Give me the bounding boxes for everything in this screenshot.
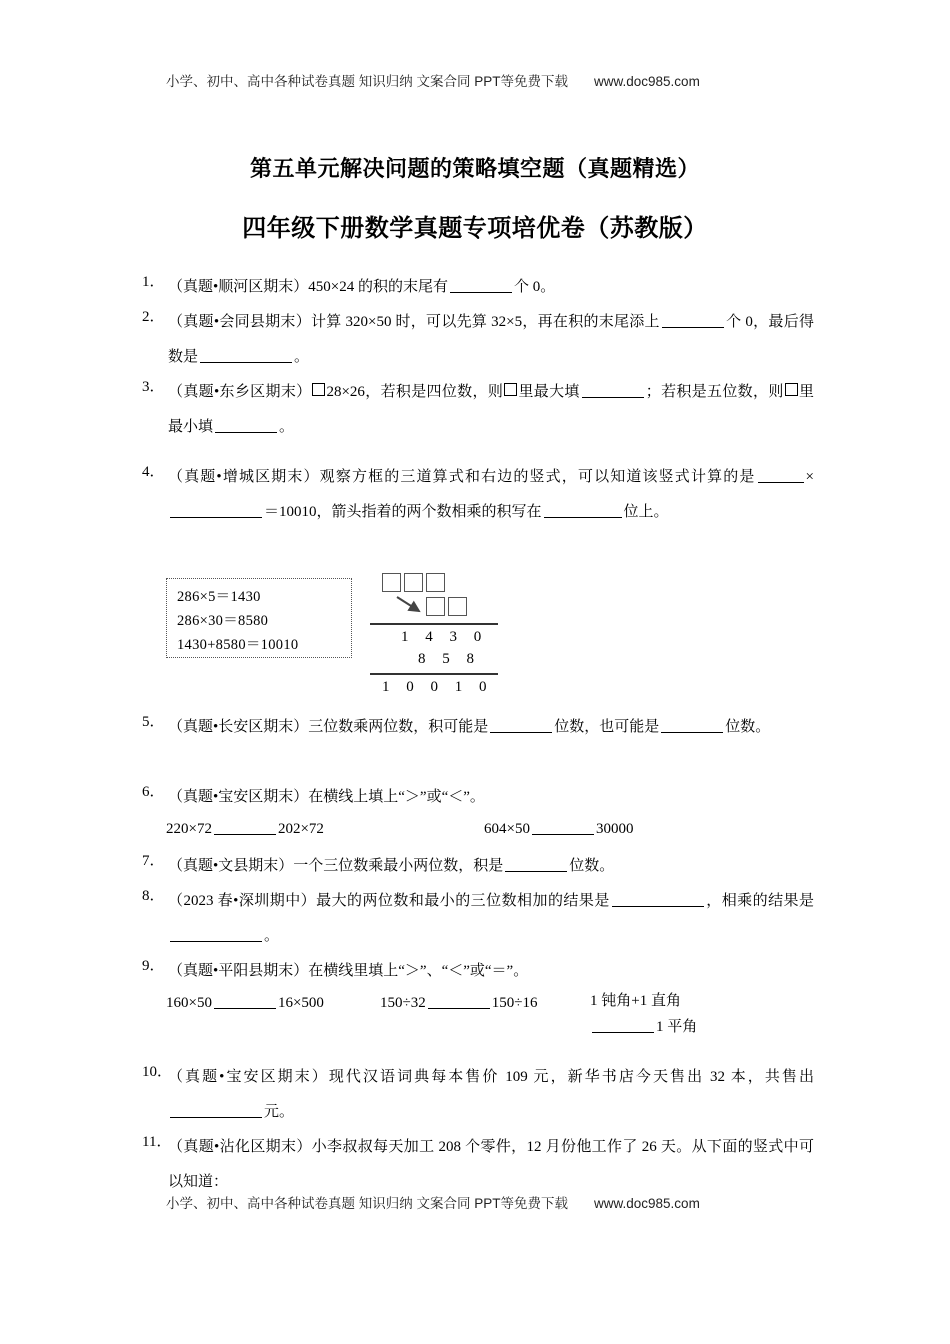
footer-site-url: www.doc985.com [594, 1196, 700, 1211]
question-7-text-part1: （真题•文县期末）一个三位数乘最小两位数，积是 [168, 858, 504, 874]
question-6 [142, 780, 814, 815]
question-9 [142, 954, 814, 989]
document-title-secondary: 四年级下册数学真题专项培优卷（苏教版） [242, 216, 708, 242]
empty-box-cell[interactable] [448, 597, 467, 616]
question-1-text-part2: 个 0。 [513, 279, 556, 295]
question-2-text-part3: 。 [294, 349, 310, 365]
blank-q3-2[interactable] [215, 432, 277, 433]
question-2-text-part1: （真题•会同县期末）计算 320×50 时，可以先算 32×5，再在积的末尾添上 [168, 314, 660, 330]
question-3-body [168, 375, 814, 445]
question-4 [142, 460, 814, 530]
question-7-number: 7． [142, 853, 165, 869]
arrow-icon [394, 594, 428, 618]
question-1-body [168, 270, 814, 305]
blank-q2-2[interactable] [200, 362, 292, 363]
comparison-item [166, 988, 324, 1018]
question-4-number: 4． [142, 464, 165, 480]
question-11-text-part1: （真题•沾化区期末）小李叔叔每天加工 208 个零件，12 月份他工作了 26 天。从下面的竖式中可以知道： [168, 1139, 814, 1190]
square-placeholder-icon [785, 383, 798, 396]
question-7-text-part2: 位数。 [569, 858, 615, 874]
question-11-number: 11． [142, 1134, 172, 1150]
calc-rule-top [370, 623, 498, 625]
equation-line-2: 286×30＝8580 [177, 613, 269, 629]
running-header [166, 70, 826, 90]
question-1-number: 1． [142, 274, 165, 290]
square-placeholder-icon [312, 383, 325, 396]
question-8-text-part2: ，相乘的结果是 [705, 893, 814, 909]
question-3-text-part1: （真题•东乡区期末） [168, 384, 312, 400]
blank-q10-1[interactable] [170, 1117, 262, 1118]
question-5-text-part2: 位数，也可能是 [554, 719, 660, 735]
comparison-right: 150÷16 [491, 995, 538, 1011]
blank-q3-1[interactable] [582, 397, 644, 398]
blank-q5-1[interactable] [490, 732, 552, 733]
question-8-text-part1: （2023 春•深圳期中）最大的两位数和最小的三位数相加的结果是 [168, 893, 610, 909]
question-3-text-part6: 。 [279, 419, 295, 435]
question-11 [142, 1130, 814, 1200]
empty-box-cell[interactable] [404, 573, 423, 592]
question-3 [142, 375, 814, 445]
question-9-text-part1: （真题•平阳县期末）在横线里填上“＞”、“＜”或“＝”。 [168, 963, 529, 979]
comparison-right: 202×72 [277, 821, 324, 837]
blank-q1-1[interactable] [450, 292, 512, 293]
question-4-figure [160, 570, 520, 700]
comparison-item [484, 814, 633, 844]
question-1-text-part1: （真题•顺河区期末）450×24 的积的末尾有 [168, 279, 448, 295]
blank-q8-1[interactable] [612, 906, 704, 907]
calc-rule-bottom [370, 673, 498, 675]
running-footer [166, 1192, 826, 1212]
comparison-left: 150÷32 [380, 995, 426, 1011]
question-5 [142, 710, 814, 745]
blank-q9-3[interactable] [592, 1032, 654, 1033]
empty-box-cell[interactable] [382, 573, 401, 592]
comparison-item [166, 814, 324, 844]
question-9-comparison-row [142, 988, 822, 1040]
question-4-body [168, 460, 814, 530]
blank-q4-3[interactable] [544, 517, 622, 518]
question-6-comparison-row [142, 814, 822, 848]
question-3-text-part4: ；若积是五位数，则 [645, 384, 784, 400]
comparison-item [380, 988, 537, 1018]
blank-q4-2[interactable] [170, 517, 262, 518]
comparison-left: 160×50 [166, 995, 212, 1011]
comparison-right: 16×500 [277, 995, 324, 1011]
question-8-number: 8． [142, 888, 165, 904]
blank-q9-2[interactable] [428, 1008, 490, 1009]
question-8-text-part3: 。 [264, 928, 280, 944]
question-7 [142, 849, 814, 884]
document-title-primary: 第五单元解决问题的策略填空题（真题精选） [249, 156, 700, 181]
question-10-text-part1: （真题•宝安区期末）现代汉语词典每本售价 109 元，新华书店今天售出 32 本，共售出 [168, 1069, 814, 1085]
footer-promo-text: 小学、初中、高中各种试卷真题 知识归纳 文案合同 PPT等免费下载 [166, 1196, 569, 1211]
vertical-calculation [370, 570, 500, 696]
question-10-number: 10． [142, 1064, 173, 1080]
question-10 [142, 1060, 814, 1130]
question-6-number: 6． [142, 784, 165, 800]
square-placeholder-icon [504, 383, 517, 396]
question-10-text-part2: 元。 [264, 1104, 295, 1120]
question-7-body [168, 849, 814, 884]
partial-product-2: 8 5 8 [418, 651, 481, 667]
blank-q6-2[interactable] [532, 834, 594, 835]
question-10-body [168, 1060, 814, 1130]
question-6-body [168, 780, 814, 815]
calc-total: 1 0 0 1 0 [382, 679, 493, 695]
question-2-body [168, 305, 814, 375]
multiplier-box-row [426, 597, 467, 616]
blank-q5-2[interactable] [661, 732, 723, 733]
empty-box-cell[interactable] [426, 573, 445, 592]
question-4-text-part1: （真题•增城区期末）观察方框的三道算式和右边的竖式，可以知道该竖式计算的是 [168, 469, 756, 485]
question-9-number: 9． [142, 958, 165, 974]
question-5-body [168, 710, 814, 745]
comparison-left: 1 钝角+1 直角 [590, 993, 681, 1009]
question-6-text-part1: （真题•宝安区期末）在横线上填上“＞”或“＜”。 [168, 789, 485, 805]
comparison-item [590, 988, 738, 1040]
question-3-text-part3: 里最大填 [518, 384, 580, 400]
question-5-text-part1: （真题•长安区期末）三位数乘两位数，积可能是 [168, 719, 489, 735]
blank-q2-1[interactable] [662, 327, 724, 328]
equation-line-3: 1430+8580＝10010 [177, 637, 299, 653]
question-2-text-part2: 个 0，最后得数是 [168, 314, 814, 365]
question-5-text-part3: 位数。 [725, 719, 771, 735]
comparison-left: 220×72 [166, 821, 212, 837]
comparison-left: 604×50 [484, 821, 530, 837]
question-3-text-part2: 28×26，若积是四位数，则 [326, 384, 504, 400]
question-5-number: 5． [142, 714, 165, 730]
comparison-right: 1 平角 [656, 1019, 698, 1035]
comparison-right: 30000 [595, 821, 634, 837]
question-11-body [168, 1130, 814, 1200]
blank-q7-1[interactable] [505, 871, 567, 872]
header-site-url: www.doc985.com [594, 74, 700, 89]
blank-q9-1[interactable] [214, 1008, 276, 1009]
question-1 [142, 270, 814, 305]
empty-box-cell[interactable] [426, 597, 445, 616]
question-3-text-part5: 里最小填 [168, 384, 814, 435]
header-promo-text: 小学、初中、高中各种试卷真题 知识归纳 文案合同 PPT等免费下载 [166, 74, 569, 89]
equation-line-1: 286×5＝1430 [177, 589, 261, 605]
blank-q8-2[interactable] [170, 941, 262, 942]
question-4-text-part2: × [805, 469, 814, 485]
multiplicand-box-row [382, 573, 445, 592]
blank-q6-1[interactable] [214, 834, 276, 835]
blank-q4-1[interactable] [758, 482, 804, 483]
question-2 [142, 305, 814, 375]
partial-product-1: 1 4 3 0 [401, 629, 488, 645]
question-3-number: 3． [142, 379, 165, 395]
question-2-number: 2． [142, 309, 165, 325]
equation-box [166, 578, 352, 658]
question-4-text-part4: 位上。 [623, 504, 669, 520]
question-4-text-part3: ＝10010，箭头指着的两个数相乘的积写在 [264, 504, 542, 520]
question-9-body [168, 954, 814, 989]
question-8 [142, 884, 814, 954]
question-8-body [168, 884, 814, 954]
